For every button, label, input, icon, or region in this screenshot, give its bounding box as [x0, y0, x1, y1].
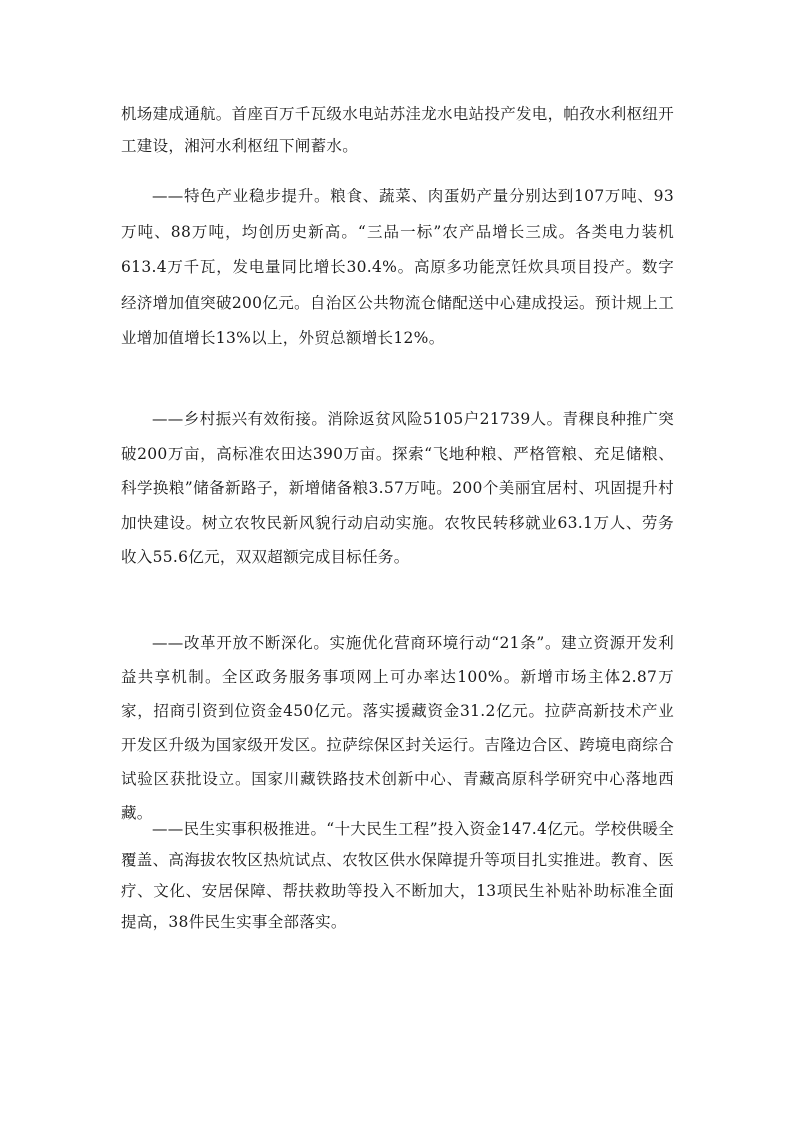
paragraph-industry: ——特色产业稳步提升。粮食、蔬菜、肉蛋奶产量分别达到107万吨、93万吨、88万吨，均创历史新高。“三品一标”农产品增长三成。各类电力装机613.4万千瓦，发电量同比增长30.4%。高原多功能烹饪炊具项目投产。数字经济增加值突破200亿元。自治区公共物流仓储配送中心建成投运。预计规上工业增加值增长13%以上，外贸总额增长12%。 [121, 187, 674, 347]
paragraph-continuation: 机场建成通航。首座百万千瓦级水电站苏洼龙水电站投产发电，帕孜水利枢纽开工建设，湘河水利枢纽下闸蓄水。 [121, 105, 675, 155]
paragraph-livelihood: ——民生实事积极推进。“十大民生工程”投入资金147.4亿元。学校供暖全覆盖、高海拔农牧区热炕试点、农牧区供水保障提升等项目扎实推进。教育、医疗、文化、安居保障、帮扶救助等投入不断加大，13项民生补贴补助标准全面提高，38件民生实事全部落实。 [121, 820, 675, 931]
paragraph-rural-revitalization: ——乡村振兴有效衔接。消除返贫风险5105户21739人。青稞良种推广突破200万亩，高标准农田达390万亩。探索“飞地种粮、严格管粮、充足储粮、科学换粮”储备新路子，新增储备粮3.57万吨。200个美丽宜居村、巩固提升村加快建设。树立农牧民新风貌行动启动实施。农牧民转移就业63.1万人、劳务收入55.6亿元，双双超额完成目标任务。 [121, 410, 674, 566]
paragraph-reform-opening: ——改革开放不断深化。实施优化营商环境行动“21条”。建立资源开发利益共享机制。全区政务服务事项网上可办率达100%。新增市场主体2.87万家，招商引资到位资金450亿元。落实援藏资金31.2亿元。拉萨高新技术产业开发区升级为国家级开发区。拉萨综保区封关运行。吉隆边合区、跨境电商综合试验区获批设立。国家川藏铁路技术创新中心、青藏高原科学研究中心落地西藏。 [121, 634, 675, 822]
